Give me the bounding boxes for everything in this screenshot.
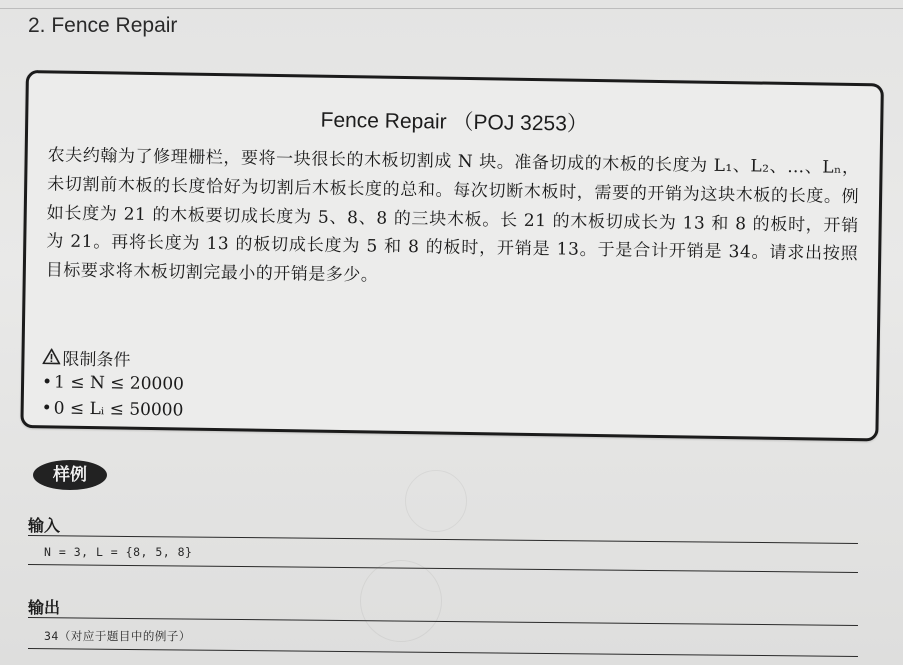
constraints-section bbox=[41, 343, 184, 423]
output-value: 34（对应于题目中的例子） bbox=[44, 629, 191, 643]
section-title: 2. Fence Repair bbox=[28, 14, 178, 37]
problem-description bbox=[46, 141, 860, 298]
constraints-heading-label: 限制条件 bbox=[62, 349, 131, 371]
constraints-heading bbox=[42, 343, 184, 371]
input-value: N = 3, L = {8, 5, 8} bbox=[44, 545, 193, 559]
output-bottom-rule bbox=[28, 648, 858, 657]
output-label: 输出 bbox=[28, 598, 61, 617]
output-top-rule bbox=[28, 617, 858, 626]
input-top-rule bbox=[28, 535, 858, 544]
input-bottom-rule bbox=[28, 564, 858, 573]
constraint-item: •1 ≤ N ≤ 20000 bbox=[41, 372, 185, 395]
problem-description-text: 农夫约翰为了修理栅栏，要将一块很长的木板切割成 N 块。准备切成的木板的长度为 L₁、L₂、…、Lₙ，未切割前木板的长度恰好为切割后木板长度的总和。每次切断木板时，需要的开销为这块木板的长度。例如长度为 21 的木板要切成长度为 5、8、8 的三块木板。长 21 的木板切成长为 13 和 8 的板时，开销为 21。再将长度为 13 的板切成长度为 5 和 8 的板时，开销是 13。于是合计开销是 34。请求出按照目标要求将木板切割完最小的开销是多少。 bbox=[45, 145, 860, 286]
sample-badge: 样例 bbox=[33, 460, 107, 490]
problem-title: Fence Repair （POJ 3253） bbox=[320, 108, 589, 136]
background-watermark bbox=[360, 560, 442, 642]
input-label: 输入 bbox=[28, 516, 61, 535]
background-watermark bbox=[405, 470, 467, 532]
warning-icon bbox=[42, 348, 60, 364]
top-rule bbox=[0, 0, 903, 9]
constraint-item: •0 ≤ Lᵢ ≤ 50000 bbox=[41, 398, 184, 421]
problem-box bbox=[20, 70, 884, 441]
